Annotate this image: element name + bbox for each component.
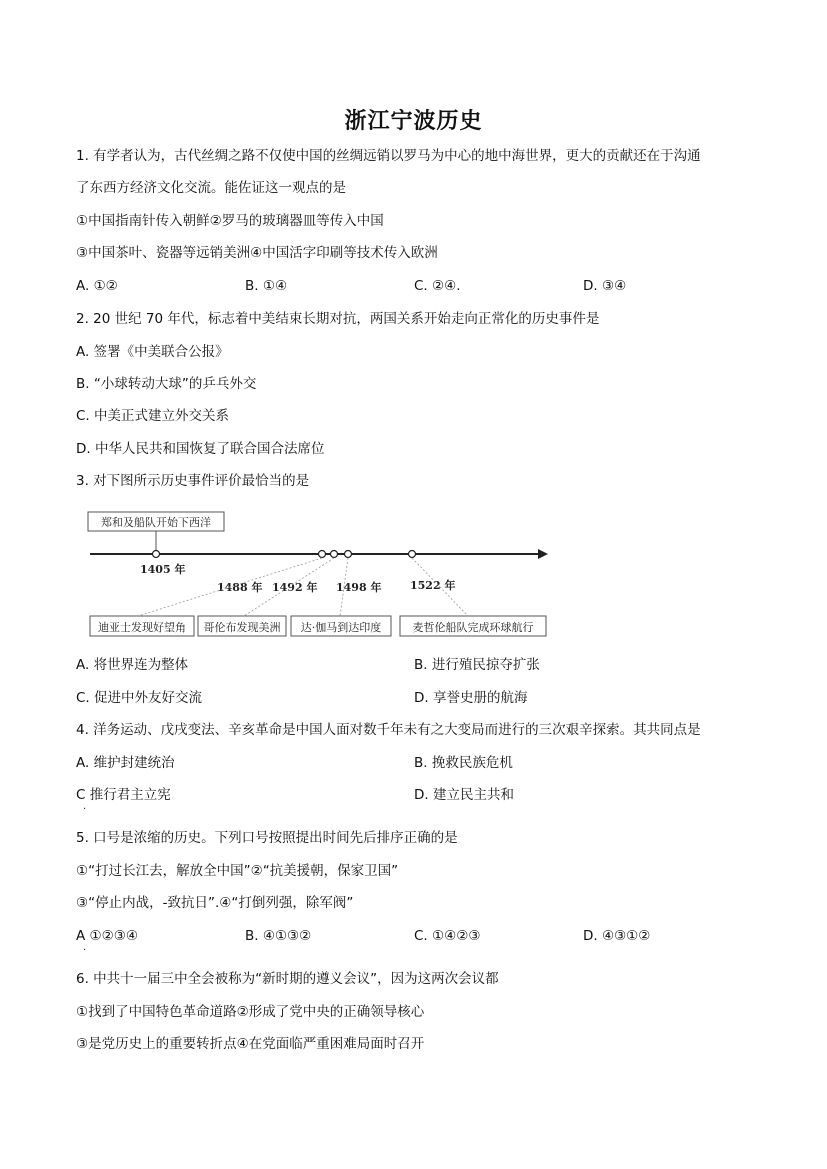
q3-option-a[interactable]: A. 将世界连为整体 <box>76 657 189 673</box>
q1-item-line-1: ①中国指南针传入朝鲜②罗马的玻璃器皿等传入中国 <box>76 213 384 229</box>
timeline-year-1522: 1522 年 <box>410 579 456 592</box>
q5-item-line-1: ①“打过长江去，解放全中国”②“抗美援朝，保家卫国” <box>76 863 399 879</box>
q4-option-c[interactable]: C 推行君主立宪 <box>76 787 171 803</box>
q1-option-c[interactable]: C. ②④. <box>414 278 461 294</box>
q6-item-line-2: ③是党历史上的重要转折点④在党面临严重困难局面时召开 <box>76 1036 425 1052</box>
q1-option-d[interactable]: D. ③④ <box>583 278 627 294</box>
stray-dot-mark: · <box>83 945 87 956</box>
q4-option-d[interactable]: D. 建立民主共和 <box>414 787 514 803</box>
timeline-year-1498: 1498 年 <box>336 581 382 594</box>
timeline-point-1522 <box>409 551 416 558</box>
q3-timeline-figure <box>86 505 556 640</box>
q2-option-a[interactable]: A. 签署《中美联合公报》 <box>76 344 229 360</box>
timeline-year-1492: 1492 年 <box>272 581 318 594</box>
timeline-point-1492 <box>331 551 338 558</box>
event-label-1: 迪亚士发现好望角 <box>98 621 186 634</box>
q2-option-c[interactable]: C. 中美正式建立外交关系 <box>76 408 230 424</box>
q1-stem-line-2: 了东西方经济文化交流。能佐证这一观点的是 <box>76 180 346 196</box>
q1-option-b[interactable]: B. ①④ <box>245 278 288 294</box>
q3-option-c[interactable]: C. 促进中外友好交流 <box>76 690 203 706</box>
q5-item-line-2: ③“停止内战，-致抗日”.④“打倒列强，除军阀” <box>76 895 354 911</box>
q1-option-a[interactable]: A. ①② <box>76 278 118 294</box>
event-label-3: 达·伽马到达印度 <box>300 621 382 634</box>
q2-option-b[interactable]: B. “小球转动大球”的乒乓外交 <box>76 376 257 392</box>
stray-dot-mark: · <box>83 804 87 815</box>
q4-stem: 4. 洋务运动、戊戌变法、辛亥革命是中国人面对数千年未有之大变局而进行的三次艰辛探索。其共同点是 <box>76 722 701 738</box>
q5-stem: 5. 口号是浓缩的历史。下列口号按照提出时间先后排序正确的是 <box>76 830 458 846</box>
q6-item-line-1: ①找到了中国特色革命道路②形成了党中央的正确领导核心 <box>76 1004 425 1020</box>
timeline-point-1498 <box>345 551 352 558</box>
q5-option-c[interactable]: C. ①④②③ <box>414 928 481 944</box>
q3-option-b[interactable]: B. 进行殖民掠夺扩张 <box>414 657 540 673</box>
timeline-top-label: 郑和及船队开始下西洋 <box>101 516 211 529</box>
event-label-4: 麦哲伦船队完成环球航行 <box>412 621 534 634</box>
q6-stem: 6. 中共十一届三中全会被称为“新时期的遵义会议”，因为这两次会议都 <box>76 971 499 987</box>
timeline-point-1488 <box>319 551 326 558</box>
q2-stem: 2. 20 世纪 70 年代，标志着中美结束长期对抗，两国关系开始走向正常化的历史事件是 <box>76 311 600 327</box>
q1-stem-line-1: 1. 有学者认为，古代丝绸之路不仅使中国的丝绸远销以罗马为中心的地中海世界，更大的贡献还在于沟通 <box>76 148 701 164</box>
event-label-2: 哥伦布发现美洲 <box>203 621 281 634</box>
timeline-year-1488: 1488 年 <box>217 581 263 594</box>
q3-option-d[interactable]: D. 享誉史册的航海 <box>414 690 528 706</box>
q4-option-a[interactable]: A. 维护封建统治 <box>76 755 175 771</box>
q5-option-d[interactable]: D. ④③①② <box>583 928 651 944</box>
q1-item-line-2: ③中国茶叶、瓷器等远销美洲④中国活字印刷等技术传入欧洲 <box>76 245 438 261</box>
q4-option-b[interactable]: B. 挽救民族危机 <box>414 755 513 771</box>
q3-stem: 3. 对下图所示历史事件评价最恰当的是 <box>76 473 310 489</box>
q5-option-b[interactable]: B. ④①③② <box>245 928 312 944</box>
q2-option-d[interactable]: D. 中华人民共和国恢复了联合国合法席位 <box>76 441 325 457</box>
timeline-arrow-icon <box>538 549 548 559</box>
q5-option-a[interactable]: A ①②③④ <box>76 928 138 944</box>
timeline-point-1405 <box>153 551 160 558</box>
timeline-year-1405: 1405 年 <box>140 563 186 576</box>
page-title: 浙江宁波历史 <box>344 109 483 134</box>
